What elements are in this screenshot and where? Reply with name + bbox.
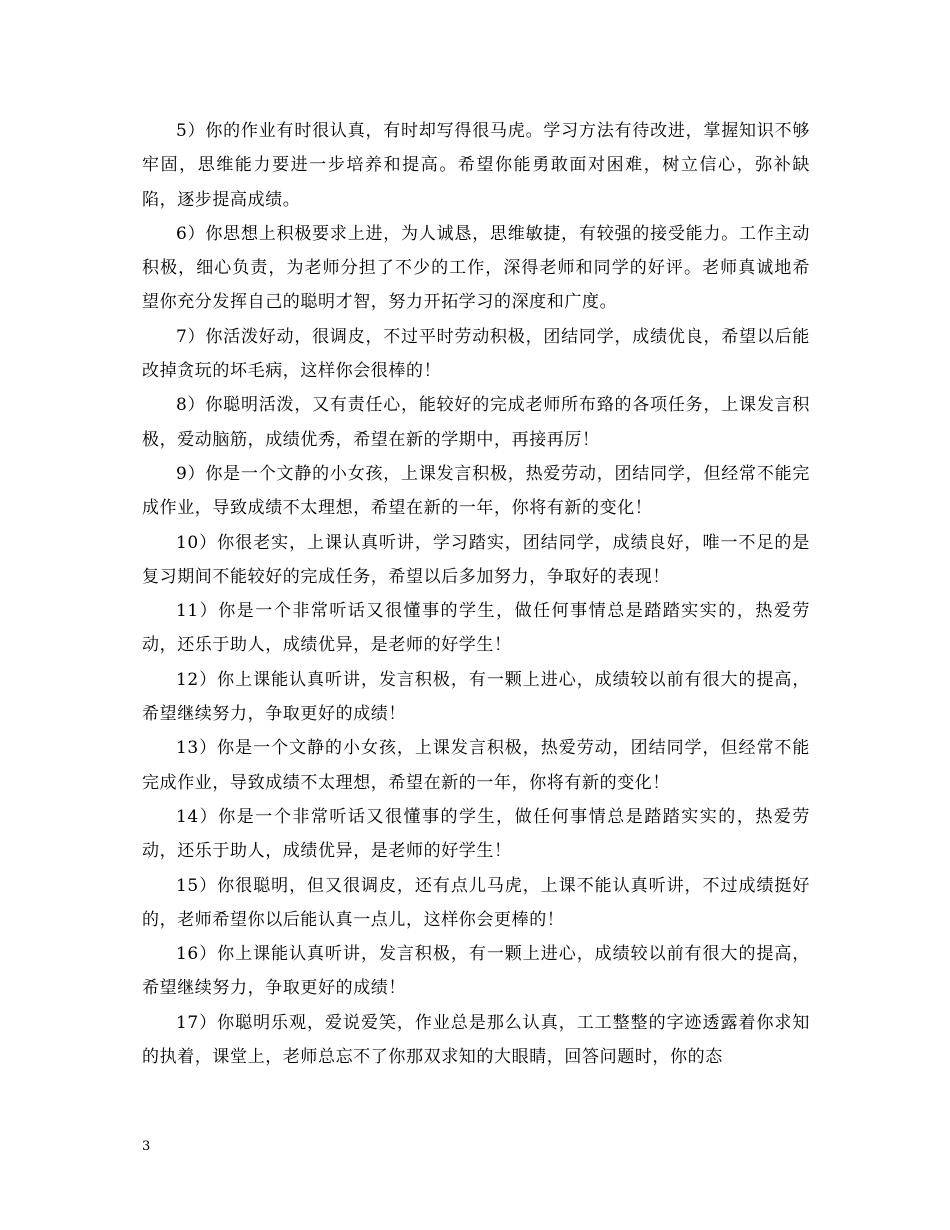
paragraph-16: 16）你上课能认真听讲，发言积极，有一颗上进心，成绩较以前有很大的提高，希望继续努力，争取更好的成绩！	[142, 944, 810, 999]
paragraph-15: 15）你很聪明，但又很调皮，还有点儿马虎，上课不能认真听讲，不过成绩挺好的，老师希望你以后能认真一点儿，这样你会更棒的！	[142, 875, 810, 930]
paragraph-10: 10）你很老实，上课认真听讲，学习踏实，团结同学，成绩良好，唯一不足的是复习期间不能较好的完成任务，希望以后多加努力，争取好的表现！	[142, 532, 810, 587]
paragraph-9: 9）你是一个文静的小女孩，上课发言积极，热爱劳动，团结同学，但经常不能完成作业，导致成绩不太理想，希望在新的一年，你将有新的变化！	[142, 463, 810, 519]
body-text	[142, 114, 810, 1074]
paragraph-13: 13）你是一个文静的小女孩，上课发言积极，热爱劳动，团结同学，但经常不能完成作业，导致成绩不太理想，希望在新的一年，你将有新的变化！	[142, 738, 810, 793]
paragraph-12: 12）你上课能认真听讲，发言积极，有一颗上进心，成绩较以前有很大的提高，希望继续努力，争取更好的成绩！	[142, 669, 810, 725]
paragraph-6: 6）你思想上积极要求上进，为人诚恳，思维敏捷，有较强的接受能力。工作主动积极，细心负责，为老师分担了不少的工作，深得老师和同学的好评。老师真诚地希望你充分发挥自己的聪明才智，努力开拓学习的深度和广度。	[142, 223, 810, 313]
paragraph-5: 5）你的作业有时很认真，有时却写得很马虎。学习方法有待改进，掌握知识不够牢固，思维能力要进一步培养和提高。希望你能勇敢面对困难，树立信心，弥补缺陷，逐步提高成绩。	[142, 121, 810, 210]
page-number: 3	[142, 1139, 151, 1154]
paragraph-14: 14）你是一个非常听话又很懂事的学生，做任何事情总是踏踏实实的，热爱劳动，还乐于助人，成绩优异，是老师的好学生！	[142, 806, 810, 862]
paragraph-11: 11）你是一个非常听话又很懂事的学生，做任何事情总是踏踏实实的，热爱劳动，还乐于助人，成绩优异，是老师的好学生！	[142, 601, 810, 656]
paragraph-17: 17）你聪明乐观，爱说爱笑，作业总是那么认真，工工整整的字迹透露着你求知的执着，课堂上，老师总忘不了你那双求知的大眼睛，回答问题时，你的态	[142, 1012, 810, 1068]
paragraph-8: 8）你聪明活泼，又有责任心，能较好的完成老师所布臵的各项任务，上课发言积极，爱动脑筋，成绩优秀，希望在新的学期中，再接再厉！	[142, 395, 810, 450]
paragraph-7: 7）你活泼好动，很调皮，不过平时劳动积极，团结同学，成绩优良，希望以后能改掉贪玩的坏毛病，这样你会很棒的！	[142, 326, 810, 382]
